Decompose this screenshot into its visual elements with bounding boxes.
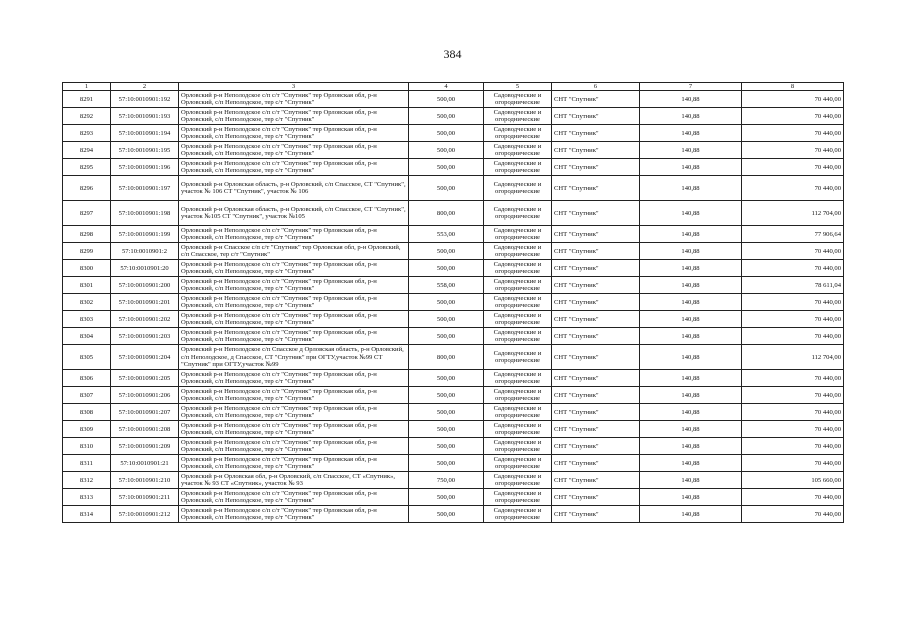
cadastral-value-cell: 70 440,00: [742, 387, 844, 404]
specific-value-cell: 140,88: [640, 421, 742, 438]
address-cell: Орловский р-н Неполодское с/п с/т "Спутник" тер Орловская обл, р-н Орловский, с/п Неполодское, тер с/т "Спутник": [179, 489, 409, 506]
table-body: [63, 91, 844, 523]
address-cell: Орловский р-н Неполодское с/п с/т "Спутник" тер Орловская обл, р-н Орловский, с/п Неполодское, тер с/т "Спутник": [179, 387, 409, 404]
area-cell: 553,00: [409, 226, 484, 243]
partnership-name-cell: СНТ "Спутник": [552, 472, 640, 489]
cadastral-number-cell: 57:10:0010901:196: [111, 159, 179, 176]
address-cell: Орловский р-н Неполодское с/п с/т "Спутник" тер Орловская обл, р-н Орловский, с/п Неполодское, тер с/т "Спутник": [179, 370, 409, 387]
cadastral-value-cell: 70 440,00: [742, 438, 844, 455]
address-cell: Орловский р-н Орловская область, р-н Орловский, с/п Спасское, СТ "Спутник", участок №105 СТ "Спутник", участок №105: [179, 201, 409, 226]
row-number-cell: 8311: [63, 455, 111, 472]
address-cell: Орловский р-н Неполодское с/п с/т "Спутник" тер Орловская обл, р-н Орловский, с/п Неполодское, тер с/т "Спутник": [179, 328, 409, 345]
address-cell: Орловский р-н Неполодское с/п с/т "Спутник" тер Орловская обл, р-н Орловский, с/п Неполодское, тер с/т "Спутник": [179, 455, 409, 472]
partnership-name-cell: СНТ "Спутник": [552, 226, 640, 243]
cadastral-number-cell: 57:10:0010901:208: [111, 421, 179, 438]
row-number-cell: 8309: [63, 421, 111, 438]
cadastral-number-cell: 57:10:0010901:192: [111, 91, 179, 108]
cadastral-value-cell: 77 906,64: [742, 226, 844, 243]
specific-value-cell: 140,88: [640, 311, 742, 328]
permitted-use-cell: Садоводческие и огороднические: [484, 438, 552, 455]
cadastral-number-cell: 57:10:0010901:20: [111, 260, 179, 277]
table-row: [63, 260, 844, 277]
cadastral-value-cell: 70 440,00: [742, 176, 844, 201]
partnership-name-cell: СНТ "Спутник": [552, 125, 640, 142]
cadastral-number-cell: 57:10:0010901:211: [111, 489, 179, 506]
specific-value-cell: 140,88: [640, 328, 742, 345]
cadastral-number-cell: 57:10:0010901:197: [111, 176, 179, 201]
table-row: [63, 328, 844, 345]
column-number: 5: [484, 83, 552, 91]
cadastral-number-cell: 57:10:0010901:195: [111, 142, 179, 159]
table-row: [63, 345, 844, 370]
cadastral-value-cell: 70 440,00: [742, 294, 844, 311]
area-cell: 500,00: [409, 125, 484, 142]
column-number: 1: [63, 83, 111, 91]
area-cell: 500,00: [409, 506, 484, 523]
permitted-use-cell: Садоводческие и огороднические: [484, 142, 552, 159]
address-cell: Орловский р-н Неполодское с/п с/т "Спутник" тер Орловская обл, р-н Орловский, с/п Неполодское, тер с/т "Спутник": [179, 311, 409, 328]
cadastral-value-cell: 112 704,00: [742, 201, 844, 226]
table-row: [63, 176, 844, 201]
partnership-name-cell: СНТ "Спутник": [552, 277, 640, 294]
row-number-cell: 8306: [63, 370, 111, 387]
cadastral-value-cell: 70 440,00: [742, 489, 844, 506]
table-row: [63, 455, 844, 472]
area-cell: 500,00: [409, 328, 484, 345]
address-cell: Орловский р-н Неполодское с/п с/т "Спутник" тер Орловская обл, р-н Орловский, с/п Неполодское, тер с/т "Спутник": [179, 294, 409, 311]
partnership-name-cell: СНТ "Спутник": [552, 370, 640, 387]
column-number: 3: [179, 83, 409, 91]
area-cell: 500,00: [409, 311, 484, 328]
specific-value-cell: 140,88: [640, 455, 742, 472]
cadastral-value-cell: 70 440,00: [742, 421, 844, 438]
cadastral-value-cell: 70 440,00: [742, 142, 844, 159]
partnership-name-cell: СНТ "Спутник": [552, 311, 640, 328]
row-number-cell: 8304: [63, 328, 111, 345]
partnership-name-cell: СНТ "Спутник": [552, 243, 640, 260]
specific-value-cell: 140,88: [640, 226, 742, 243]
column-number: 6: [552, 83, 640, 91]
column-number-row: [63, 83, 844, 91]
cadastral-value-cell: 70 440,00: [742, 370, 844, 387]
specific-value-cell: 140,88: [640, 159, 742, 176]
table-row: [63, 387, 844, 404]
area-cell: 500,00: [409, 108, 484, 125]
row-number-cell: 8298: [63, 226, 111, 243]
cadastral-value-cell: 105 660,00: [742, 472, 844, 489]
cadastral-value-cell: 70 440,00: [742, 455, 844, 472]
row-number-cell: 8314: [63, 506, 111, 523]
specific-value-cell: 140,88: [640, 277, 742, 294]
row-number-cell: 8310: [63, 438, 111, 455]
row-number-cell: 8305: [63, 345, 111, 370]
row-number-cell: 8295: [63, 159, 111, 176]
permitted-use-cell: Садоводческие и огороднические: [484, 421, 552, 438]
area-cell: 800,00: [409, 345, 484, 370]
address-cell: Орловский р-н Неполодское с/п с/т "Спутник" тер Орловская обл, р-н Орловский, с/п Неполодское, тер с/т "Спутник": [179, 421, 409, 438]
cadastral-number-cell: 57:10:0010901:210: [111, 472, 179, 489]
row-number-cell: 8297: [63, 201, 111, 226]
area-cell: 500,00: [409, 260, 484, 277]
specific-value-cell: 140,88: [640, 125, 742, 142]
row-number-cell: 8300: [63, 260, 111, 277]
specific-value-cell: 140,88: [640, 387, 742, 404]
cadastral-number-cell: 57:10:0010901:201: [111, 294, 179, 311]
table-row: [63, 294, 844, 311]
area-cell: 500,00: [409, 404, 484, 421]
permitted-use-cell: Садоводческие и огороднические: [484, 472, 552, 489]
address-cell: Орловский р-н Орловская область, р-н Орловский, с/п Спасское, СТ "Спутник", участок № 106 СТ "Спутник", участок № 106: [179, 176, 409, 201]
partnership-name-cell: СНТ "Спутник": [552, 506, 640, 523]
address-cell: Орловский р-н Неполодское с/п с/т "Спутник" тер Орловская обл, р-н Орловский, с/п Неполодское, тер с/т "Спутник": [179, 226, 409, 243]
row-number-cell: 8296: [63, 176, 111, 201]
partnership-name-cell: СНТ "Спутник": [552, 404, 640, 421]
table-row: [63, 472, 844, 489]
address-cell: Орловский р-н Спасское с/п с/т "Спутник" тер Орловская обл, р-н Орловский, с/п Спасское, тер с/т "Спутник": [179, 243, 409, 260]
cadastral-number-cell: 57:10:0010901:209: [111, 438, 179, 455]
cadastral-number-cell: 57:10:0010901:194: [111, 125, 179, 142]
address-cell: Орловский р-н Неполодское с/п с/т "Спутник" тер Орловская обл, р-н Орловский, с/п Неполодское, тер с/т "Спутник": [179, 277, 409, 294]
page-number: 384: [443, 47, 462, 61]
area-cell: 500,00: [409, 176, 484, 201]
address-cell: Орловский р-н Неполодское с/п с/т "Спутник" тер Орловская обл, р-н Орловский, с/п Неполодское, тер с/т "Спутник": [179, 404, 409, 421]
cadastral-value-cell: 70 440,00: [742, 260, 844, 277]
table-row: [63, 489, 844, 506]
land-register-table: [62, 82, 844, 523]
permitted-use-cell: Садоводческие и огороднические: [484, 506, 552, 523]
partnership-name-cell: СНТ "Спутник": [552, 387, 640, 404]
row-number-cell: 8307: [63, 387, 111, 404]
table-row: [63, 438, 844, 455]
cadastral-number-cell: 57:10:0010901:204: [111, 345, 179, 370]
cadastral-value-cell: 70 440,00: [742, 159, 844, 176]
table-row: [63, 506, 844, 523]
address-cell: Орловский р-н Неполодское с/п с/т "Спутник" тер Орловская обл, р-н Орловский, с/п Неполодское, тер с/т "Спутник": [179, 260, 409, 277]
area-cell: 500,00: [409, 421, 484, 438]
cadastral-value-cell: 70 440,00: [742, 328, 844, 345]
specific-value-cell: 140,88: [640, 506, 742, 523]
permitted-use-cell: Садоводческие и огороднические: [484, 243, 552, 260]
partnership-name-cell: СНТ "Спутник": [552, 489, 640, 506]
cadastral-number-cell: 57:10:0010901:207: [111, 404, 179, 421]
cadastral-number-cell: 57:10:0010901:205: [111, 370, 179, 387]
row-number-cell: 8303: [63, 311, 111, 328]
cadastral-value-cell: 70 440,00: [742, 243, 844, 260]
column-number: 7: [640, 83, 742, 91]
specific-value-cell: 140,88: [640, 91, 742, 108]
row-number-cell: 8312: [63, 472, 111, 489]
area-cell: 500,00: [409, 91, 484, 108]
cadastral-number-cell: 57:10:0010901:200: [111, 277, 179, 294]
address-cell: Орловский р-н Неполодское с/п с/т "Спутник" тер Орловская обл, р-н Орловский, с/п Неполодское, тер с/т "Спутник": [179, 142, 409, 159]
area-cell: 558,00: [409, 277, 484, 294]
partnership-name-cell: СНТ "Спутник": [552, 260, 640, 277]
row-number-cell: 8292: [63, 108, 111, 125]
permitted-use-cell: Садоводческие и огороднические: [484, 159, 552, 176]
address-cell: Орловский р-н Орловская обл, р-н Орловский, с/п Спасское, СТ «Спутник», участок № 93 СТ «Спутник», участок № 93: [179, 472, 409, 489]
column-number: 4: [409, 83, 484, 91]
cadastral-value-cell: 70 440,00: [742, 404, 844, 421]
row-number-cell: 8313: [63, 489, 111, 506]
area-cell: 500,00: [409, 489, 484, 506]
partnership-name-cell: СНТ "Спутник": [552, 159, 640, 176]
specific-value-cell: 140,88: [640, 176, 742, 201]
permitted-use-cell: Садоводческие и огороднические: [484, 404, 552, 421]
cadastral-number-cell: 57:10:0010901:212: [111, 506, 179, 523]
permitted-use-cell: Садоводческие и огороднические: [484, 226, 552, 243]
area-cell: 500,00: [409, 142, 484, 159]
specific-value-cell: 140,88: [640, 108, 742, 125]
permitted-use-cell: Садоводческие и огороднические: [484, 370, 552, 387]
permitted-use-cell: Садоводческие и огороднические: [484, 260, 552, 277]
cadastral-number-cell: 57:10:0010901:198: [111, 201, 179, 226]
cadastral-number-cell: 57:10:0010901:2: [111, 243, 179, 260]
specific-value-cell: 140,88: [640, 438, 742, 455]
row-number-cell: 8301: [63, 277, 111, 294]
partnership-name-cell: СНТ "Спутник": [552, 142, 640, 159]
cadastral-number-cell: 57:10:0010901:193: [111, 108, 179, 125]
permitted-use-cell: Садоводческие и огороднические: [484, 108, 552, 125]
permitted-use-cell: Садоводческие и огороднические: [484, 277, 552, 294]
table-row: [63, 311, 844, 328]
specific-value-cell: 140,88: [640, 370, 742, 387]
permitted-use-cell: Садоводческие и огороднические: [484, 201, 552, 226]
address-cell: Орловский р-н Неполодское с/п с/т "Спутник" тер Орловская обл, р-н Орловский, с/п Неполодское, тер с/т "Спутник": [179, 506, 409, 523]
table-row: [63, 404, 844, 421]
specific-value-cell: 140,88: [640, 404, 742, 421]
area-cell: 500,00: [409, 438, 484, 455]
cadastral-number-cell: 57:10:0010901:202: [111, 311, 179, 328]
table-row: [63, 370, 844, 387]
partnership-name-cell: СНТ "Спутник": [552, 201, 640, 226]
row-number-cell: 8291: [63, 91, 111, 108]
permitted-use-cell: Садоводческие и огороднические: [484, 176, 552, 201]
partnership-name-cell: СНТ "Спутник": [552, 294, 640, 311]
row-number-cell: 8299: [63, 243, 111, 260]
table-row: [63, 226, 844, 243]
permitted-use-cell: Садоводческие и огороднические: [484, 125, 552, 142]
address-cell: Орловский р-н Неполодское с/п Спасское д Орловская область, р-н Орловский, с/п Неполодское, д Спасское, СТ "Спутник" при ОГТУ,участок №99 СТ "Спутник" при ОГТУ,участок №99: [179, 345, 409, 370]
specific-value-cell: 140,88: [640, 243, 742, 260]
table-row: [63, 159, 844, 176]
cadastral-value-cell: 78 611,04: [742, 277, 844, 294]
permitted-use-cell: Садоводческие и огороднические: [484, 489, 552, 506]
partnership-name-cell: СНТ "Спутник": [552, 421, 640, 438]
permitted-use-cell: Садоводческие и огороднические: [484, 294, 552, 311]
row-number-cell: 8302: [63, 294, 111, 311]
area-cell: 500,00: [409, 370, 484, 387]
specific-value-cell: 140,88: [640, 294, 742, 311]
permitted-use-cell: Садоводческие и огороднические: [484, 345, 552, 370]
partnership-name-cell: СНТ "Спутник": [552, 328, 640, 345]
row-number-cell: 8293: [63, 125, 111, 142]
row-number-cell: 8294: [63, 142, 111, 159]
cadastral-number-cell: 57:10:0010901:206: [111, 387, 179, 404]
address-cell: Орловский р-н Неполодское с/п с/т "Спутник" тер Орловская обл, р-н Орловский, с/п Неполодское, тер с/т "Спутник": [179, 91, 409, 108]
permitted-use-cell: Садоводческие и огороднические: [484, 328, 552, 345]
specific-value-cell: 140,88: [640, 260, 742, 277]
area-cell: 500,00: [409, 294, 484, 311]
specific-value-cell: 140,88: [640, 345, 742, 370]
permitted-use-cell: Садоводческие и огороднические: [484, 455, 552, 472]
permitted-use-cell: Садоводческие и огороднические: [484, 387, 552, 404]
address-cell: Орловский р-н Неполодское с/п с/т "Спутник" тер Орловская обл, р-н Орловский, с/п Неполодское, тер с/т "Спутник": [179, 159, 409, 176]
area-cell: 500,00: [409, 243, 484, 260]
table-row: [63, 91, 844, 108]
column-number: 8: [742, 83, 844, 91]
specific-value-cell: 140,88: [640, 472, 742, 489]
table-row: [63, 277, 844, 294]
table-row: [63, 421, 844, 438]
specific-value-cell: 140,88: [640, 142, 742, 159]
cadastral-value-cell: 70 440,00: [742, 91, 844, 108]
area-cell: 800,00: [409, 201, 484, 226]
partnership-name-cell: СНТ "Спутник": [552, 91, 640, 108]
area-cell: 750,00: [409, 472, 484, 489]
cadastral-number-cell: 57:10:0010901:203: [111, 328, 179, 345]
table-row: [63, 142, 844, 159]
table-row: [63, 125, 844, 142]
partnership-name-cell: СНТ "Спутник": [552, 345, 640, 370]
partnership-name-cell: СНТ "Спутник": [552, 455, 640, 472]
column-number: 2: [111, 83, 179, 91]
area-cell: 500,00: [409, 455, 484, 472]
partnership-name-cell: СНТ "Спутник": [552, 108, 640, 125]
address-cell: Орловский р-н Неполодское с/п с/т "Спутник" тер Орловская обл, р-н Орловский, с/п Неполодское, тер с/т "Спутник": [179, 108, 409, 125]
table-row: [63, 201, 844, 226]
partnership-name-cell: СНТ "Спутник": [552, 176, 640, 201]
address-cell: Орловский р-н Неполодское с/п с/т "Спутник" тер Орловская обл, р-н Орловский, с/п Неполодское, тер с/т "Спутник": [179, 438, 409, 455]
cadastral-value-cell: 70 440,00: [742, 108, 844, 125]
cadastral-number-cell: 57:10:0010901:21: [111, 455, 179, 472]
table-row: [63, 108, 844, 125]
area-cell: 500,00: [409, 159, 484, 176]
cadastral-value-cell: 70 440,00: [742, 506, 844, 523]
area-cell: 500,00: [409, 387, 484, 404]
address-cell: Орловский р-н Неполодское с/п с/т "Спутник" тер Орловская обл, р-н Орловский, с/п Неполодское, тер с/т "Спутник": [179, 125, 409, 142]
cadastral-value-cell: 112 704,00: [742, 345, 844, 370]
specific-value-cell: 140,88: [640, 489, 742, 506]
specific-value-cell: 140,88: [640, 201, 742, 226]
table-row: [63, 243, 844, 260]
permitted-use-cell: Садоводческие и огороднические: [484, 91, 552, 108]
cadastral-value-cell: 70 440,00: [742, 311, 844, 328]
partnership-name-cell: СНТ "Спутник": [552, 438, 640, 455]
cadastral-value-cell: 70 440,00: [742, 125, 844, 142]
row-number-cell: 8308: [63, 404, 111, 421]
permitted-use-cell: Садоводческие и огороднические: [484, 311, 552, 328]
cadastral-number-cell: 57:10:0010901:199: [111, 226, 179, 243]
